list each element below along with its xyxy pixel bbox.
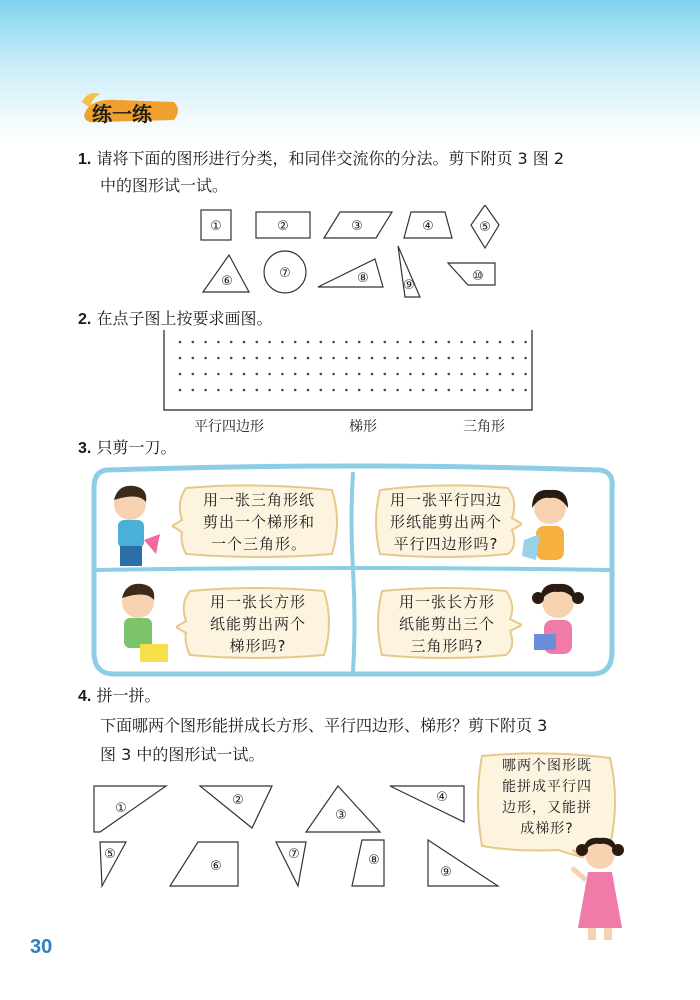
grid-dot (217, 373, 220, 376)
grid-dot (460, 373, 463, 376)
bubble-line: 纸能剪出三个 (398, 615, 495, 633)
grid-dot (435, 373, 438, 376)
grid-dot (473, 341, 476, 344)
caption-parallelogram: 平行四边形 (194, 419, 264, 435)
grid-dot (371, 373, 374, 376)
bubble-line: 纸能剪出两个 (209, 615, 306, 633)
grid-dot (268, 357, 271, 360)
boy-illustration-1 (104, 480, 164, 570)
grid-dot (243, 389, 246, 392)
grid-dot (448, 357, 451, 360)
grid-dot (524, 389, 527, 392)
grid-dot (192, 373, 195, 376)
q4-label: ③ (335, 808, 347, 823)
grid-dot (204, 357, 207, 360)
grid-dot (396, 341, 399, 344)
grid-dot (473, 389, 476, 392)
caption-trapezoid: 梯形 (349, 419, 377, 435)
bubble-line: 平行四边形吗? (393, 535, 499, 553)
grid-dot (281, 357, 284, 360)
speech-bubble-2 (378, 489, 514, 555)
paper-triangle-icon (144, 534, 160, 554)
grid-dot (332, 389, 335, 392)
grid-dot (204, 341, 207, 344)
bubble-line: 用一张三角形纸 (202, 491, 315, 509)
grid-dot (332, 341, 335, 344)
q1-line1 (78, 149, 564, 170)
grid-dot (204, 373, 207, 376)
q1-label: ⑧ (357, 271, 369, 286)
q4-label: ⑧ (368, 853, 380, 868)
q2-number: 2. (78, 311, 92, 328)
q4-label: ⑦ (288, 847, 300, 862)
q1-triangle-8 (318, 259, 383, 287)
grid-dot (512, 389, 515, 392)
grid-dot (409, 357, 412, 360)
grid-dot (230, 357, 233, 360)
bubble-line: 成梯形? (520, 821, 574, 837)
grid-dot (371, 389, 374, 392)
grid-dot (345, 357, 348, 360)
grid-dot (422, 389, 425, 392)
grid-dot (230, 373, 233, 376)
q1-label: ⑩ (472, 269, 484, 284)
grid-dot (384, 373, 387, 376)
bubble-line: 边形，又能拼 (502, 800, 592, 816)
dot-grid (160, 330, 538, 412)
grid-dot (396, 357, 399, 360)
q1-shapes (190, 205, 510, 300)
grid-dot (307, 341, 310, 344)
bubble-line: 梯形吗? (229, 637, 287, 655)
grid-dot (243, 357, 246, 360)
grid-dot (192, 357, 195, 360)
grid-dot (384, 389, 387, 392)
bubble-line: 哪两个图形既 (502, 758, 592, 774)
grid-dot (192, 389, 195, 392)
grid-dot (294, 357, 297, 360)
grid-dot (256, 373, 259, 376)
grid-dot (256, 389, 259, 392)
q1-line2: 中的图形试一试。 (100, 176, 229, 195)
grid-dot (294, 389, 297, 392)
q4-label: ④ (436, 790, 448, 805)
bubble-line: 用一张长方形 (398, 593, 495, 611)
grid-dot (448, 373, 451, 376)
grid-dot (307, 357, 310, 360)
bubble-line: 用一张长方形 (209, 593, 306, 611)
grid-dot (345, 341, 348, 344)
q4-title: 拼一拼。 (96, 686, 161, 705)
grid-dot (396, 389, 399, 392)
grid-dot (294, 341, 297, 344)
q1-label: ⑥ (221, 274, 233, 289)
bubble-line: 一个三角形。 (210, 535, 307, 553)
grid-dot (512, 341, 515, 344)
girl-illustration-2 (528, 578, 588, 668)
grid-dot (358, 389, 361, 392)
grid-dot (435, 341, 438, 344)
grid-dot (179, 373, 182, 376)
q1-label: ② (277, 219, 289, 234)
grid-dot (179, 357, 182, 360)
q3-text: 只剪一刀。 (96, 438, 177, 457)
grid-dot (294, 373, 297, 376)
grid-dot (473, 373, 476, 376)
grid-dot (384, 341, 387, 344)
q2-text: 在点子图上按要求画图。 (96, 309, 273, 328)
grid-dot (499, 357, 502, 360)
q3-number: 3. (78, 440, 92, 457)
grid-dot (320, 341, 323, 344)
grid-dot (332, 357, 335, 360)
grid-dot (268, 373, 271, 376)
grid-dot (268, 341, 271, 344)
q1-label: ⑨ (403, 278, 415, 293)
grid-dot (217, 341, 220, 344)
grid-dot (320, 389, 323, 392)
grid-dot (217, 389, 220, 392)
grid-dot (512, 373, 515, 376)
grid-dot (345, 389, 348, 392)
q4-title-line (78, 686, 160, 707)
grid-dot (217, 357, 220, 360)
grid-dot (243, 341, 246, 344)
grid-dot (204, 389, 207, 392)
q3-line (78, 438, 176, 459)
q2-line (78, 309, 272, 330)
grid-dot (179, 389, 182, 392)
grid-dot (448, 389, 451, 392)
q4-label: ⑨ (440, 865, 452, 880)
grid-dot (268, 389, 271, 392)
grid-dot (422, 373, 425, 376)
q4-line2: 图 3 中的图形试一试。 (100, 745, 265, 764)
grid-dot (499, 373, 502, 376)
grid-dot (460, 341, 463, 344)
grid-dot (358, 341, 361, 344)
speech-bubble-3 (190, 591, 326, 657)
caption-triangle: 三角形 (463, 419, 505, 435)
grid-dot (486, 389, 489, 392)
grid-dot (435, 389, 438, 392)
speech-bubble-4 (382, 591, 512, 657)
grid-dot (307, 389, 310, 392)
q4-number: 4. (78, 688, 92, 705)
grid-dot (281, 341, 284, 344)
grid-dot (524, 373, 527, 376)
grid-dot (499, 389, 502, 392)
grid-dot (409, 373, 412, 376)
grid-dot (345, 373, 348, 376)
grid-dot (192, 341, 195, 344)
grid-dot (473, 357, 476, 360)
grid-dot (371, 357, 374, 360)
grid-dot (307, 373, 310, 376)
q4-trapezoid-6 (170, 842, 238, 886)
q4-line1: 下面哪两个图形能拼成长方形、平行四边形、梯形？剪下附页 3 (100, 716, 548, 735)
bubble-line: 用一张平行四边 (389, 491, 502, 509)
q4-label: ⑤ (104, 847, 116, 862)
q1-text-1: 请将下面的图形进行分类，和同伴交流你的分法。剪下附页 3 图 2 (96, 149, 565, 168)
q4-shape-1 (94, 786, 166, 832)
grid-dot (448, 341, 451, 344)
grid-dot (499, 341, 502, 344)
grid-dot (486, 357, 489, 360)
grid-dot (384, 357, 387, 360)
grid-dot (524, 341, 527, 344)
grid-dot (512, 357, 515, 360)
q1-label: ⑦ (279, 266, 291, 281)
bubble-line: 剪出一个梯形和 (202, 513, 315, 531)
grid-dot (435, 357, 438, 360)
q1-label: ① (210, 219, 222, 234)
grid-dot (332, 373, 335, 376)
q4-shapes (88, 782, 508, 894)
grid-dot (460, 357, 463, 360)
grid-dot (422, 341, 425, 344)
grid-dot (358, 357, 361, 360)
page-number: 30 (30, 936, 53, 958)
q4-triangle-4 (390, 786, 464, 822)
grid-dot (230, 341, 233, 344)
q4-triangle-9 (428, 840, 498, 886)
girl-illustration-1 (518, 482, 578, 572)
section-title: 练一练 (92, 102, 152, 126)
grid-dot (243, 373, 246, 376)
bubble-line: 三角形吗? (410, 637, 484, 655)
grid-dot (358, 373, 361, 376)
grid-dot (409, 341, 412, 344)
grid-dot (422, 357, 425, 360)
bubble-line: 形纸能剪出两个 (389, 513, 502, 531)
grid-dot (371, 341, 374, 344)
grid-dot (486, 373, 489, 376)
grid-dot (460, 389, 463, 392)
grid-dot (524, 357, 527, 360)
q1-label: ④ (422, 219, 434, 234)
grid-dot (281, 389, 284, 392)
grid-dot (486, 341, 489, 344)
q4-label: ⑥ (210, 859, 222, 874)
grid-dot (320, 373, 323, 376)
grid-dot (396, 373, 399, 376)
grid-dot (281, 373, 284, 376)
girl-illustration-3 (568, 832, 628, 944)
bubble-line: 能拼成平行四 (502, 779, 592, 795)
speech-bubble-1 (184, 489, 334, 555)
q1-number: 1. (78, 151, 92, 168)
q1-label: ⑤ (479, 220, 491, 235)
grid-dot (256, 341, 259, 344)
boy-illustration-2 (110, 578, 170, 668)
grid-dot (179, 341, 182, 344)
grid-dot (320, 357, 323, 360)
q1-label: ③ (351, 219, 363, 234)
section-badge (78, 90, 184, 130)
grid-dot (256, 357, 259, 360)
q4-label: ② (232, 793, 244, 808)
q4-label: ① (115, 801, 127, 816)
paper-rectangle-icon (140, 644, 168, 662)
grid-dot (409, 389, 412, 392)
paper-rectangle-icon (534, 634, 556, 650)
grid-dot (230, 389, 233, 392)
